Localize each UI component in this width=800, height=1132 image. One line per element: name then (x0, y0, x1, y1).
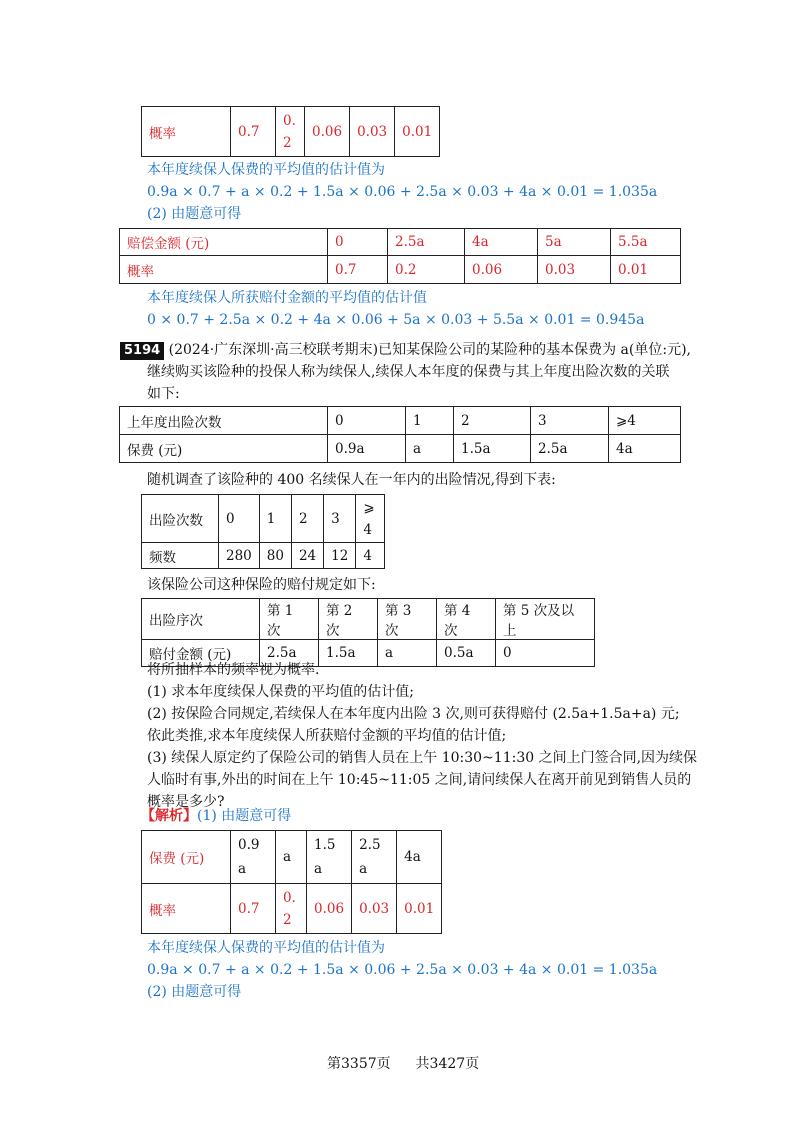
solution-text: 本年度续保人保费的平均值的估计值为 (147, 940, 385, 956)
table-row-label: 赔付金额 (元) (142, 640, 260, 667)
solution-header (141, 806, 291, 826)
problem-text: 该保险公司这种保险的赔付规定如下: (147, 577, 376, 593)
table-cell: 1.5 a (307, 831, 352, 884)
top-prob-table (141, 106, 440, 157)
solution-tag: 【解析】 (141, 808, 197, 824)
table-cell: ⩾ 4 (356, 495, 385, 543)
frequency-table (141, 494, 385, 569)
table-cell: 0 (496, 640, 595, 667)
table-cell: 0.06 (465, 256, 538, 284)
table-row-label: 出险序次 (142, 599, 260, 640)
table-cell: 0.7 (231, 107, 276, 157)
table-cell: 4a (465, 229, 538, 256)
table-cell: 0.06 (305, 107, 350, 157)
table-row-label: 上年度出险次数 (120, 407, 328, 435)
table-row-label: 概率 (120, 256, 328, 284)
table-cell: 第 5 次及以上 (496, 599, 595, 640)
table-row-label: 出险次数 (142, 495, 219, 543)
page-number: 第3357页 (327, 1056, 391, 1072)
table-row-label: 概率 (142, 884, 231, 934)
table-cell: 0.5a (437, 640, 496, 667)
table-cell: 0.01 (611, 256, 681, 284)
table-cell: 4 (356, 543, 385, 569)
page-footer (327, 1054, 479, 1074)
question-3-cont: 人临时有事,外出的时间在上午 10:45~11:05 之间,请问续保人在离开前见到销售人员的 (147, 772, 692, 788)
table-row-label: 赔偿金额 (元) (120, 229, 328, 256)
table-cell: 80 (259, 543, 291, 569)
table-cell: 280 (219, 543, 260, 569)
solution-formula: 0.9a × 0.7 + a × 0.2 + 1.5a × 0.06 + 2.5a × 0.03 + 4a × 0.01 = 1.035a (147, 184, 658, 200)
table-cell: 2.5 a (352, 831, 397, 884)
table-cell: 3 (531, 407, 609, 435)
question-3: (3) 续保人原定约了保险公司的销售人员在上午 10:30~11:30 之间上门签合同,因为续保 (147, 750, 698, 766)
problem-number-badge: 5194 (120, 342, 164, 360)
question-1: (1) 求本年度续保人保费的平均值的估计值; (147, 684, 414, 700)
table-cell: 1 (259, 495, 291, 543)
table-cell: 0.03 (538, 256, 611, 284)
table-cell: 4a (397, 831, 442, 884)
table-row-label: 保费 (元) (142, 831, 231, 884)
question-2: (2) 按保险合同规定,若续保人在本年度内出险 3 次,则可获得赔付 (2.5a+1.5a+a) 元; (147, 706, 680, 722)
table-cell: 2.5a (531, 435, 609, 463)
solution-lead: (1) 由题意可得 (197, 808, 292, 824)
solution-text: 本年度续保人所获赔付金额的平均值的估计值 (147, 290, 427, 306)
problem-text: 已知某保险公司的某险种的基本保费为 a(单位:元), (378, 342, 691, 358)
table-row-label: 保费 (元) (120, 435, 328, 463)
table-row-label: 概率 (142, 107, 231, 157)
solution-table (141, 830, 442, 934)
table-cell: 24 (291, 543, 323, 569)
table-cell: 0.01 (397, 884, 442, 934)
table-cell: 第 4 次 (437, 599, 496, 640)
problem-text: 继续购买该险种的投保人称为续保人,续保人本年度的保费与其上年度出险次数的关联 (147, 364, 670, 380)
table-cell: 12 (324, 543, 356, 569)
table-cell: 0 (328, 229, 388, 256)
table-cell: 0.7 (328, 256, 388, 284)
table-cell: 2.5a (260, 640, 319, 667)
table-cell: 1.5a (319, 640, 378, 667)
table-cell: 第 1 次 (260, 599, 319, 640)
table-cell: ⩾4 (609, 407, 681, 435)
table-cell: a (406, 435, 454, 463)
table-cell: 1.5a (454, 435, 531, 463)
problem-source: (2024·广东深圳·高三校联考期末) (168, 342, 379, 358)
problem-text: 如下: (147, 386, 180, 402)
compensation-prob-table (119, 228, 681, 284)
solution-step: (2) 由题意可得 (147, 206, 242, 222)
solution-text: 本年度续保人保费的平均值的估计值为 (147, 162, 385, 178)
table-cell: 0.7 (231, 884, 276, 934)
page-total: 共3427页 (415, 1056, 480, 1072)
table-cell: 0.03 (350, 107, 395, 157)
rule-table (141, 598, 595, 667)
table-cell: 0.06 (307, 884, 352, 934)
table-cell: 2.5a (388, 229, 465, 256)
table-cell: 第 2 次 (319, 599, 378, 640)
table-cell: 3 (324, 495, 356, 543)
table-cell: 0.9 a (231, 831, 276, 884)
table-cell: 4a (609, 435, 681, 463)
table-cell: 第 3 次 (378, 599, 437, 640)
solution-step: (2) 由题意可得 (147, 984, 242, 1000)
table-cell: 5.5a (611, 229, 681, 256)
solution-formula: 0.9a × 0.7 + a × 0.2 + 1.5a × 0.06 + 2.5a × 0.03 + 4a × 0.01 = 1.035a (147, 962, 658, 978)
table-cell: a (276, 831, 307, 884)
question-2-cont: 依此类推,求本年度续保人所获赔付金额的平均值的估计值; (147, 728, 507, 744)
solution-formula: 0 × 0.7 + 2.5a × 0.2 + 4a × 0.06 + 5a × 0.03 + 5.5a × 0.01 = 0.945a (147, 312, 645, 328)
table-cell: 0 (219, 495, 260, 543)
problem-text: 随机调查了该险种的 400 名续保人在一年内的出险情况,得到下表: (147, 472, 556, 488)
problem-header (120, 340, 691, 360)
question-3-cont: 概率是多少? (147, 794, 225, 810)
table-cell: 2 (454, 407, 531, 435)
premium-table (119, 406, 681, 463)
table-cell: 0. 2 (276, 884, 307, 934)
question-text: 将所抽样本的频率视为概率. (147, 662, 320, 678)
table-row-label: 频数 (142, 543, 219, 569)
table-cell: 2 (291, 495, 323, 543)
table-cell: 0.2 (388, 256, 465, 284)
table-cell: 1 (406, 407, 454, 435)
table-cell: 0.03 (352, 884, 397, 934)
table-cell: a (378, 640, 437, 667)
table-cell: 0. 2 (276, 107, 305, 157)
table-cell: 0 (328, 407, 406, 435)
table-cell: 5a (538, 229, 611, 256)
table-cell: 0.9a (328, 435, 406, 463)
table-cell: 0.01 (395, 107, 440, 157)
